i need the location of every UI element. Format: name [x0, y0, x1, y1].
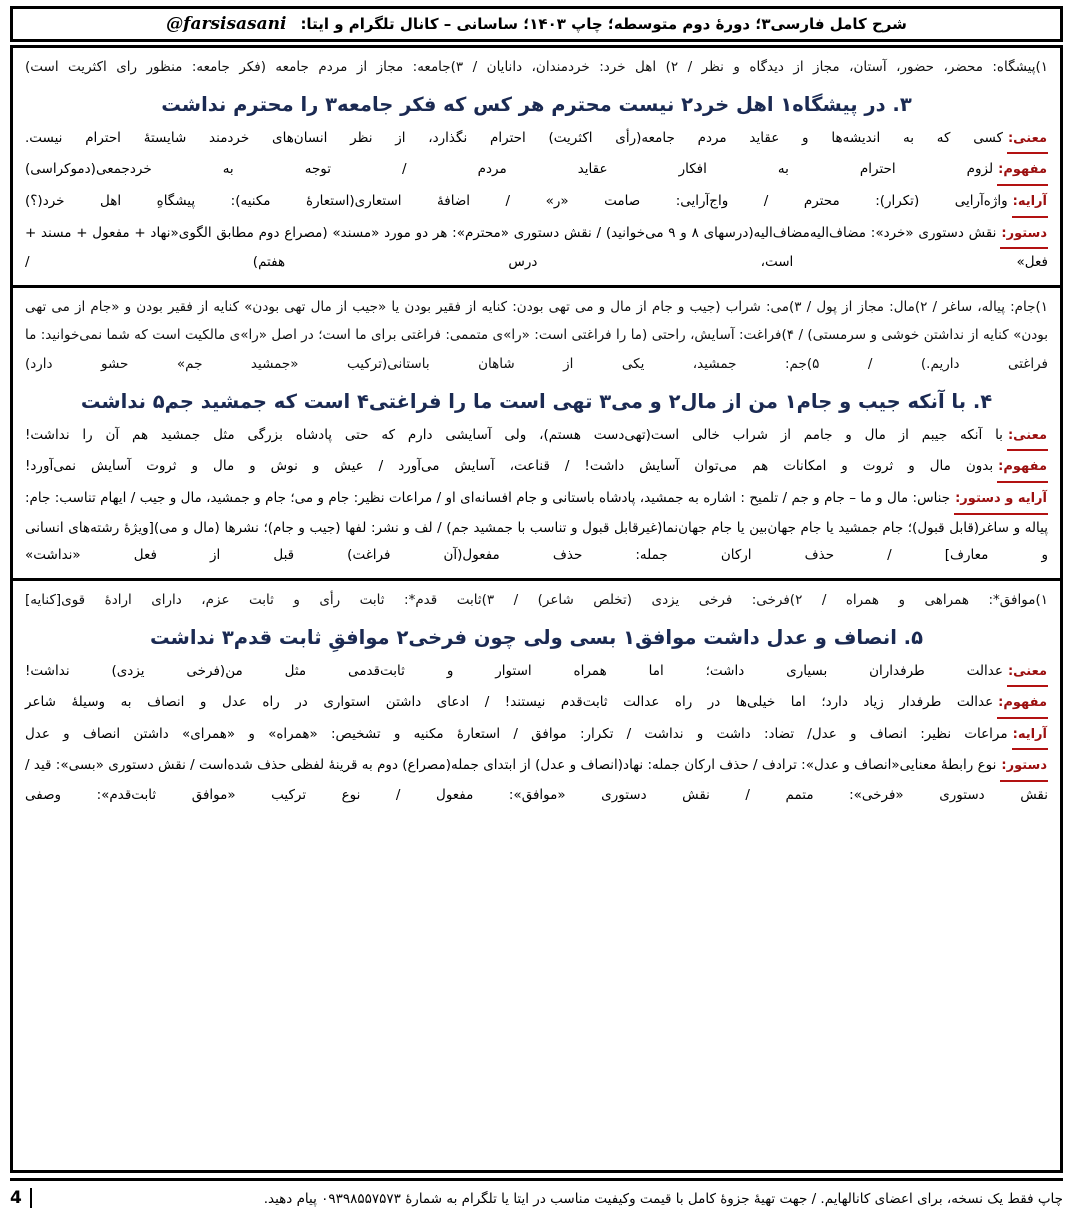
label-meaning: معنی: — [1007, 126, 1048, 155]
document-header-banner — [10, 6, 1063, 42]
verse-line: ۴. با آنکه جیب و جام۱ من از مال۲ و می۳ تهی است ما را فراغتی۴ است که جمشید جم۵ نداشت — [80, 389, 993, 413]
note-row-device — [25, 721, 1048, 751]
label-meaning: معنی: — [1007, 659, 1048, 688]
note-text: عدالت طرفداران بسیاری داشت؛ اما همراه استوار و ثابت‌قدمی مثل من(فرخی یزدی) نداشت! — [25, 662, 1003, 679]
note-text: عدالت طرفدار زیاد دارد؛ اما خیلی‌ها در راه عدالت ثابت‌قدم نیستند! / ادعای داشتن استواری در راه عدل و انصاف به وسیلهٔ شاعر — [25, 694, 994, 711]
label-meaning: معنی: — [1007, 423, 1048, 452]
label-concept: مفهوم: — [997, 157, 1048, 186]
note-row-concept — [25, 689, 1048, 719]
note-row-concept — [25, 156, 1048, 186]
note-row-concept — [25, 453, 1048, 483]
note-row-meaning — [25, 422, 1048, 452]
label-concept: مفهوم: — [997, 454, 1048, 483]
note-row-device-and-grammar — [25, 485, 1048, 570]
label-device: آرایه: — [1012, 189, 1048, 218]
note-row-meaning — [25, 658, 1048, 688]
note-row-meaning — [25, 125, 1048, 155]
note-row-grammar — [25, 220, 1048, 277]
telegram-handle: @farsisasani — [166, 14, 287, 34]
header-content — [166, 14, 907, 34]
document-footer — [10, 1178, 1063, 1208]
glossary-line: ۱)موافق*: همراهی و همراه / ۲)فرخی: فرخی یزدی (تخلص شاعر) / ۳)ثابت قدم*: ثابت رأی و ثابت عزم، دارای ارادهٔ قوی[کنایه] — [25, 591, 1048, 608]
label-grammar: دستور: — [1000, 221, 1048, 250]
label-grammar: دستور: — [1000, 753, 1048, 782]
note-row-grammar — [25, 752, 1048, 809]
note-text: نقش دستوری «خرد»: مضاف‌الیه‌مضاف‌الیه(درسهای ۸ و ۹ می‌خوانید) / نقش دستوری «محترم»: هر دو مورد «مسند» (مصراع دوم مطابق الگوی«نهاد + مفعول + مسند + فعل» است، درس هفتم) / — [25, 224, 1048, 271]
note-text: با آنکه جیبم از مال و جامم از شراب خالی است(تهی‌دست هستم)، ولی آسایشی دارم که حتی پادشاه بزرگی مثل جمشید هم آن را نداشت! — [25, 426, 1003, 443]
note-text: کسی که به اندیشه‌ها و عقاید مردم جامعه(رأی اکثریت) احترام نگذارد، از نظر انسان‌های خردمند شایستهٔ احترام نیست. — [25, 129, 1003, 146]
page-number: 4 — [10, 1188, 32, 1208]
label-device-and-grammar: آرایه و دستور: — [954, 486, 1048, 515]
section-beyt-3 — [13, 48, 1060, 288]
note-row-device — [25, 188, 1048, 218]
note-text: جناس: مال و ما – جام و جم / تلمیح : اشاره به جمشید، پادشاه باستانی و جام افسانه‌ای او / مراعات نظیر: جام و می؛ جام و جمشید، مال و جیب / ایهام تناسب: جام: پیاله و ساغر(قابل قبول)؛ جام جمشید یا جام جهان‌بین یا جام جهان‌نما(غیرقابل قبول و تناسب با جمشید جم) / لف و نشر: لفها (جیب و جام)؛ نشرها (مال و می)[ویژهٔ رشته‌های انسانی و معارف] / حذف ارکان جمله: حذف مفعول(آن فراغت) قبل از فعل «نداشت» — [25, 489, 1048, 564]
note-text: لزوم احترام به افکار عقاید مردم / توجه به خردجمعی(دموکراسی) — [25, 161, 994, 178]
footer-text: چاپ فقط یک نسخه، برای اعضای کانالهایم. / جهت تهیهٔ جزوهٔ کامل با قیمت وکیفیت مناسب در ایتا یا تلگرام به شمارهٔ ۰۹۳۹۸۵۵۷۵۷۳ پیام دهید. — [263, 1191, 1063, 1207]
note-text: نوع رابطهٔ معنایی«انصاف و عدل»: ترادف / حذف ارکان جمله: نهاد(انصاف و عدل) از ابتدای جمله(مصراع) دوم به قرینهٔ لفظی حذف شده‌است / نقش دستوری «بسی»: قید / نقش دستوری «فرخی»: متمم / نقش دستوری «موافق»: مفعول / نوع ترکیب «موافق ثابت‌قدم»: وصفی — [25, 757, 1048, 804]
note-text: واژه‌آرایی (تکرار): محترم / واج‌آرایی: صامت «ر» / اضافهٔ استعاری(استعارهٔ مکنیه): پیشگاهِ اهل خرد(؟) — [25, 192, 1008, 209]
content-frame — [10, 45, 1063, 1173]
verse-line: ۳. در پیشگاه۱ اهل خرد۲ نیست محترم هر کس که فکر جامعه۳ را محترم نداشت — [161, 92, 912, 116]
glossary-line: ۱)پیشگاه: محضر، حضور، آستان، مجاز از دیدگاه و نظر / ۲) اهل خرد: خردمندان، دانایان / ۳)جامعه: مجاز از مردم جامعه (فکر جامعه: منظور رای اکثریت است) — [25, 59, 1048, 75]
section-beyt-5 — [13, 581, 1060, 818]
header-title: شرح کامل فارسی۳؛ دورهٔ دوم متوسطه؛ چاپ ۱۴۰۳؛ ساسانی – کانال تلگرام و ایتا: — [300, 15, 907, 33]
verse-line: ۵. انصاف و عدل داشت موافق۱ بسی ولی چون فرخی۲ موافقِ ثابت قدم۳ نداشت — [150, 625, 923, 649]
label-device: آرایه: — [1012, 722, 1048, 751]
label-concept: مفهوم: — [997, 690, 1048, 719]
section-beyt-4 — [13, 288, 1060, 581]
glossary-line: ۱)جام: پیاله، ساغر / ۲)مال: مجاز از پول / ۳)می: شراب (جیب و جام از مال و می تهی بودن: کنایه از فقیر بودن یا «جیب از مال تهی بودن» کنایه از فقیر بودن و «جام از می تهی بودن» کنایه از نداشتن خوشی و سرمستی) / ۴)فراغت: آسایش، راحتی (ما را فراغتی است: «را»ی متممی: فراغتی برای ما است؛ در اصل «را»ی مالکیت است که شما نمی‌خوانید: ما فراغتی داریم.) / ۵)جم: جمشید، یکی از شاهان باستانی(ترکیب «جمشید جم» حشو دارد) — [25, 298, 1048, 373]
note-text: مراعات نظیر: انصاف و عدل/ تضاد: داشت و نداشت / تکرار: موافق / استعارهٔ مکنیه و تشخیص: «همراه» و «همرای» داشتن انصاف و عدل — [25, 725, 1008, 742]
note-text: بدون مال و ثروت و امکانات هم می‌توان آسایش داشت! / قناعت، آسایش می‌آورد / عیش و نوش و مال و ثروت آسایش نمی‌آورد! — [25, 458, 994, 475]
